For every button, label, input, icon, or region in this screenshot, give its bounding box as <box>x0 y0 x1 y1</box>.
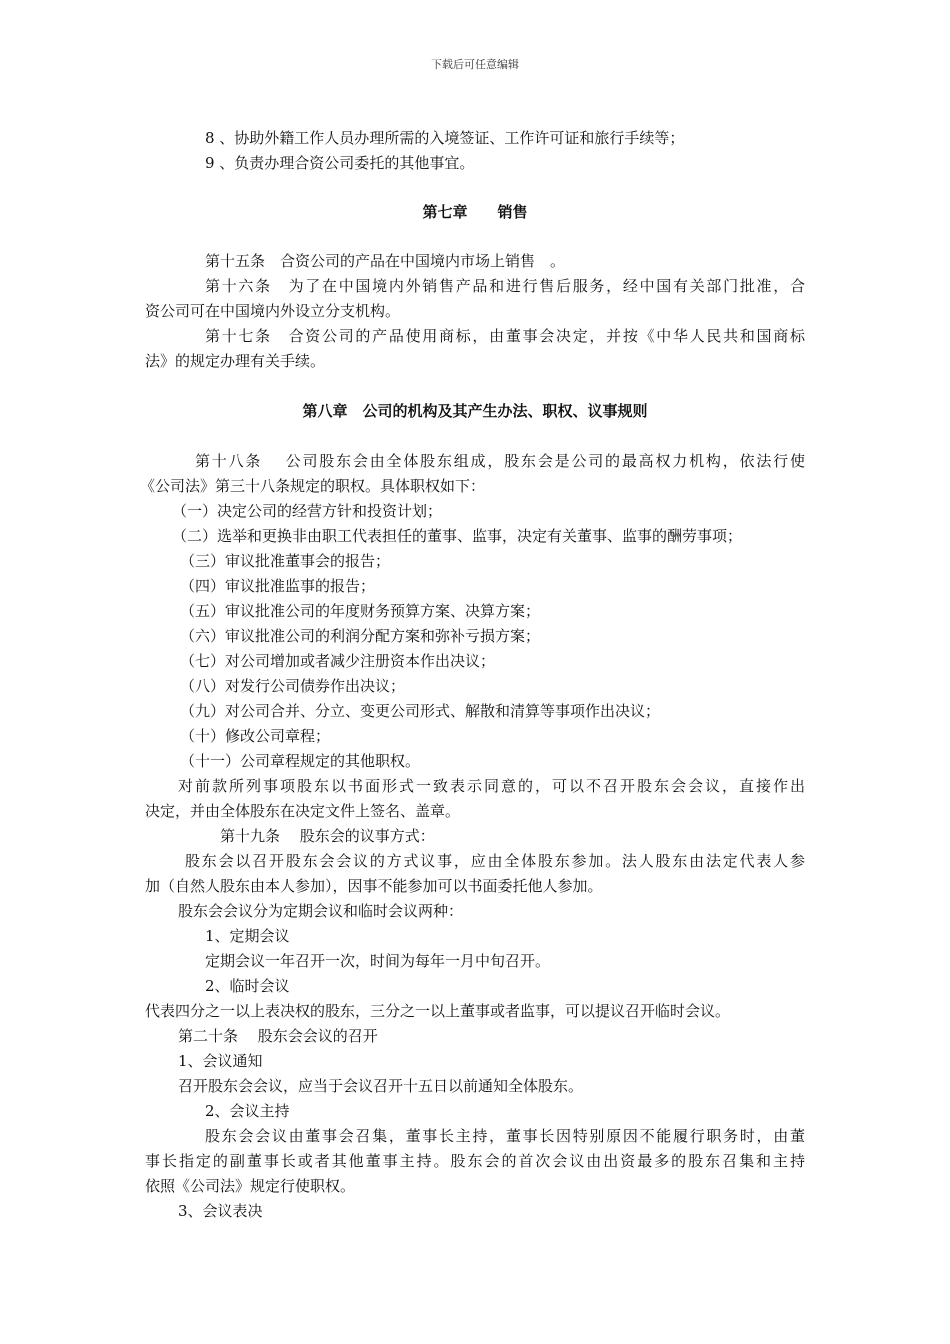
list-item: （六）审议批准公司的利润分配方案和弥补亏损方案； <box>180 627 541 645</box>
list-item: 2、会议主持 <box>205 1102 290 1120</box>
paragraph-line: 第十七条 合资公司的产品使用商标，由董事会决定，并按《中华人民共和国商标 <box>205 327 805 345</box>
list-item: （一）决定公司的经营方针和投资计划； <box>172 502 443 520</box>
paragraph-line: 定期会议一年召开一次，时间为每年一月中旬召开。 <box>205 952 551 970</box>
list-item: （八）对发行公司债券作出决议； <box>180 677 406 695</box>
article-heading: 第十九条 股东会的议事方式： <box>220 827 435 845</box>
paragraph-line: 事长指定的副董事长或者其他董事主持。股东会的首次会议由出资最多的股东召集和主持 <box>145 1152 805 1170</box>
paragraph-line: 股东会会议分为定期会议和临时会议两种： <box>178 902 464 920</box>
list-item: （十）修改公司章程； <box>180 727 331 745</box>
list-item: （三）审议批准董事会的报告； <box>180 552 391 570</box>
paragraph-line: 股东会会议由董事会召集，董事长主持，董事长因特别原因不能履行职务时，由董 <box>205 1127 805 1145</box>
paragraph-line: 代表四分之一以上表决权的股东，三分之一以上董事或者监事，可以提议召开临时会议。 <box>145 1002 731 1020</box>
chapter-heading: 第八章 公司的机构及其产生办法、职权、议事规则 <box>302 402 648 420</box>
list-item: 1、定期会议 <box>205 927 290 945</box>
list-item: （五）审议批准公司的年度财务预算方案、决算方案； <box>180 602 541 620</box>
list-item: （九）对公司合并、分立、变更公司形式、解散和清算等事项作出决议； <box>180 702 661 720</box>
paragraph-line: 召开股东会会议，应当于会议召开十五日以前通知全体股东。 <box>178 1077 584 1095</box>
paragraph-line: 《公司法》第三十八条规定的职权。具体职权如下： <box>140 477 486 495</box>
list-item: （四）审议批准监事的报告； <box>180 577 376 595</box>
list-item: 8 、协助外籍工作人员办理所需的入境签证、工作许可证和旅行手续等； <box>205 129 685 147</box>
paragraph-line: 加（自然人股东由本人参加），因事不能参加可以书面委托他人参加。 <box>145 877 603 895</box>
page-header: 下载后可任意编辑 <box>431 58 519 71</box>
list-item: 2、临时会议 <box>205 977 290 995</box>
list-item: （二）选举和更换非由职工代表担任的董事、监事，决定有关董事、监事的酬劳事项； <box>172 527 743 545</box>
paragraph-line: 第十八条 公司股东会由全体股东组成，股东会是公司的最高权力机构，依法行使 <box>195 452 805 470</box>
paragraph-line: 股东会以召开股东会会议的方式议事，应由全体股东参加。法人股东由法定代表人参 <box>185 852 805 870</box>
paragraph-line: 法》的规定办理有关手续。 <box>145 352 326 370</box>
article-heading: 第二十条 股东会会议的召开 <box>178 1027 378 1045</box>
paragraph-line: 第十六条 为了在中国境内外销售产品和进行售后服务，经中国有关部门批准，合 <box>205 277 805 295</box>
chapter-heading: 第七章 销售 <box>422 203 528 221</box>
list-item: （十一）公司章程规定的其他职权。 <box>180 752 421 770</box>
list-item: （七）对公司增加或者减少注册资本作出决议； <box>180 652 496 670</box>
list-item: 3、会议表决 <box>178 1202 263 1220</box>
list-item: 9 、负责办理合资公司委托的其他事宜。 <box>205 154 475 172</box>
paragraph-line: 资公司可在中国境内外设立分支机构。 <box>145 302 401 320</box>
paragraph-line: 依照《公司法》规定行使职权。 <box>145 1177 356 1195</box>
paragraph-line: 决定，并由全体股东在决定文件上签名、盖章。 <box>145 802 461 820</box>
paragraph-line: 对前款所列事项股东以书面形式一致表示同意的，可以不召开股东会会议，直接作出 <box>178 777 805 795</box>
paragraph-line: 第十五条 合资公司的产品在中国境内市场上销售 。 <box>205 252 566 270</box>
list-item: 1、会议通知 <box>178 1052 263 1070</box>
